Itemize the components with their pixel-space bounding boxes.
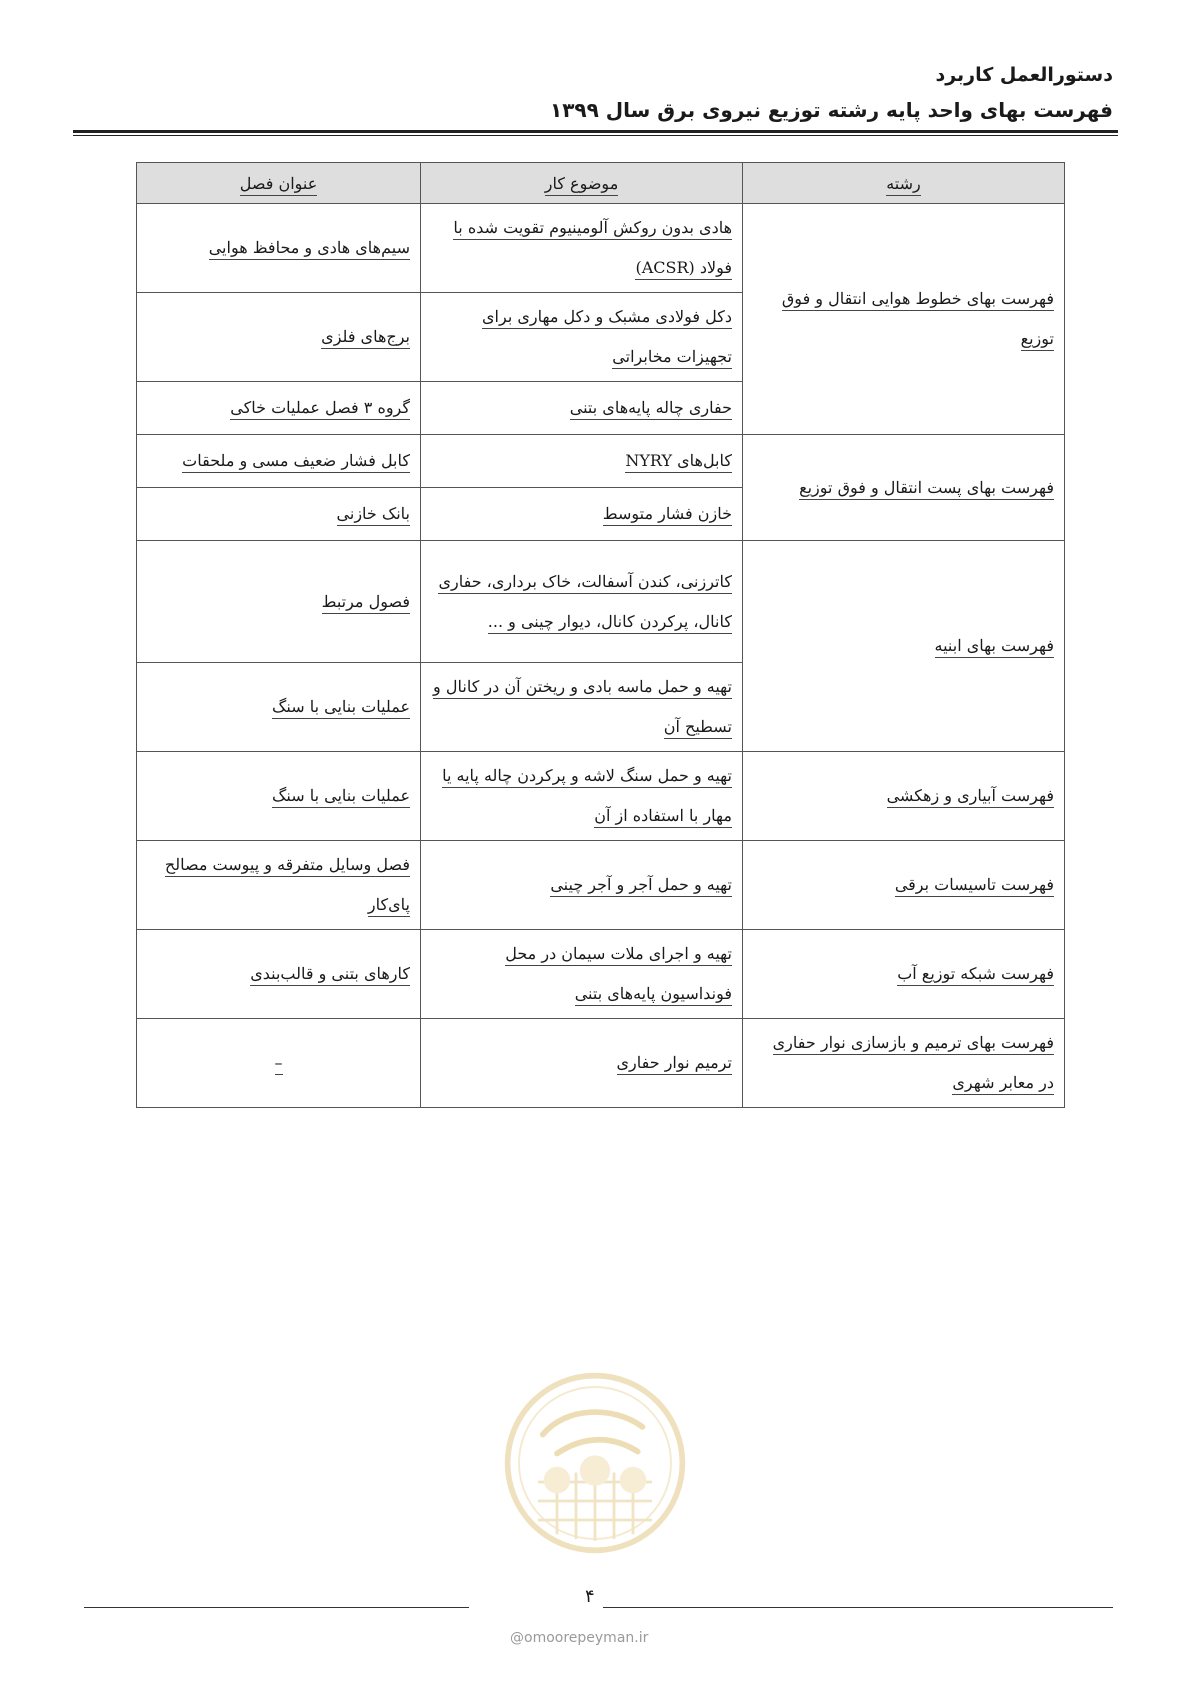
chapter-cell: سیم‌های هادی و محافظ هوایی	[137, 204, 421, 293]
subject-cell: هادی بدون روکش آلومینیوم تقویت شده با فولاد (ACSR)	[421, 204, 743, 293]
document-subtitle: فهرست بهای واحد پایه رشته توزیع نیروی برق سال ۱۳۹۹	[550, 98, 1113, 122]
subject-cell: خازن فشار متوسط	[421, 488, 743, 541]
field-cell: فهرست آبیاری و زهکشی	[743, 752, 1065, 841]
table-row	[137, 841, 1065, 930]
subject-cell: حفاری چاله پایه‌های بتنی	[421, 382, 743, 435]
field-cell: فهرست شبکه توزیع آب	[743, 930, 1065, 1019]
subject-cell: تهیه و حمل ماسه بادی و ریختن آن در کانال و تسطیح آن	[421, 663, 743, 752]
footer-rule-left	[84, 1607, 469, 1608]
field-cell: فهرست بهای ابنیه	[743, 541, 1065, 752]
header-chapter: عنوان فصل	[137, 163, 421, 204]
chapter-cell: بانک خازنی	[137, 488, 421, 541]
header-subject: موضوع کار	[421, 163, 743, 204]
table-row	[137, 930, 1065, 1019]
chapter-cell: –	[137, 1019, 421, 1108]
subject-cell: کابل‌های NYRY	[421, 435, 743, 488]
chapter-cell: کارهای بتنی و قالب‌بندی	[137, 930, 421, 1019]
table-row	[137, 752, 1065, 841]
table-row	[137, 204, 1065, 293]
chapter-cell: عملیات بنایی با سنگ	[137, 663, 421, 752]
chapter-cell: گروه ۳ فصل عملیات خاکی	[137, 382, 421, 435]
subject-cell: تهیه و حمل آجر و آجر چینی	[421, 841, 743, 930]
footer-rule-right	[603, 1607, 1113, 1608]
subject-cell: دکل فولادی مشبک و دکل مهاری برای تجهیزات مخابراتی	[421, 293, 743, 382]
field-cell: فهرست بهای پست انتقال و فوق توزیع	[743, 435, 1065, 541]
table-header-row	[137, 163, 1065, 204]
table-row	[137, 541, 1065, 663]
chapter-cell: فصل وسایل متفرقه و پیوست مصالح پای‌کار	[137, 841, 421, 930]
chapter-cell: کابل فشار ضعیف مسی و ملحقات	[137, 435, 421, 488]
subject-cell: تهیه و اجرای ملات سیمان در محل فونداسیون پایه‌های بتنی	[421, 930, 743, 1019]
page-number: ۴	[585, 1586, 595, 1607]
header-rule-thick	[73, 130, 1118, 133]
header-field: رشته	[743, 163, 1065, 204]
field-cell: فهرست تاسیسات برقی	[743, 841, 1065, 930]
chapter-cell: عملیات بنایی با سنگ	[137, 752, 421, 841]
reference-table	[136, 162, 1065, 1108]
subject-cell: تهیه و حمل سنگ لاشه و پرکردن چاله پایه یا مهار با استفاده از آن	[421, 752, 743, 841]
field-cell: فهرست بهای خطوط هوایی انتقال و فوق توزیع	[743, 204, 1065, 435]
field-cell: فهرست بهای ترمیم و بازسازی نوار حفاری در معابر شهری	[743, 1019, 1065, 1108]
document-title: دستورالعمل کاربرد	[935, 64, 1113, 86]
website-watermark: @omoorepeyman.ir	[510, 1630, 649, 1646]
table-row	[137, 435, 1065, 488]
table-row	[137, 1019, 1065, 1108]
subject-cell: ترمیم نوار حفاری	[421, 1019, 743, 1108]
chapter-cell: فصول مرتبط	[137, 541, 421, 663]
chapter-cell: برج‌های فلزی	[137, 293, 421, 382]
watermark-seal-icon	[500, 1368, 690, 1558]
header-rule-thin	[73, 135, 1118, 136]
subject-cell: کاترزنی، کندن آسفالت، خاک برداری، حفاری کانال، پرکردن کانال، دیوار چینی و ...	[421, 541, 743, 663]
